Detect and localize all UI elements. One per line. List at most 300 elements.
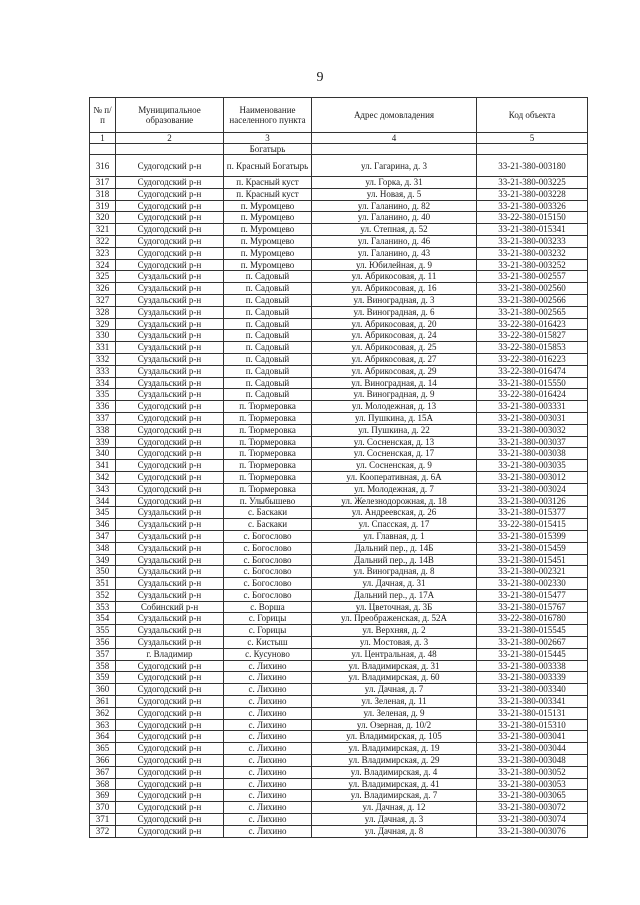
cell-object-code: 33-22-380-016423 bbox=[477, 318, 588, 330]
table-row bbox=[90, 448, 588, 460]
cell-settlement: п. Тюрмеровка bbox=[224, 436, 312, 448]
cell-settlement: с. Лихино bbox=[224, 743, 312, 755]
cell-settlement: с. Баскаки bbox=[224, 507, 312, 519]
cell-settlement: п. Тюрмеровка bbox=[224, 401, 312, 413]
cell-address: ул. Абрикосовая, д. 20 bbox=[312, 318, 477, 330]
cell-settlement: с. Лихино bbox=[224, 814, 312, 826]
cell-object-code: 33-21-380-003037 bbox=[477, 436, 588, 448]
table-row bbox=[90, 271, 588, 283]
cell-address: ул. Виноградная, д. 6 bbox=[312, 306, 477, 318]
cell-object-code: 33-22-380-016223 bbox=[477, 353, 588, 365]
table-row bbox=[90, 330, 588, 342]
cell-number: 361 bbox=[90, 696, 116, 708]
cell-municipality: Суздальский р-н bbox=[116, 542, 224, 554]
cell-municipality: Суздальский р-н bbox=[116, 613, 224, 625]
cell-address: ул. Цветочная, д. 3Б bbox=[312, 601, 477, 613]
cell-address: ул. Степная, д. 52 bbox=[312, 224, 477, 236]
cell-settlement: п. Садовый bbox=[224, 330, 312, 342]
cell-municipality: Суздальский р-н bbox=[116, 342, 224, 354]
table-row bbox=[90, 177, 588, 189]
cell-address: ул. Абрикосовая, д. 29 bbox=[312, 365, 477, 377]
table-row bbox=[90, 637, 588, 649]
cell-object-code: 33-21-380-003338 bbox=[477, 660, 588, 672]
cell-settlement: п. Муромцево bbox=[224, 212, 312, 224]
cell-object-code: 33-21-380-015550 bbox=[477, 377, 588, 389]
cell-address: ул. Владимирская, д. 31 bbox=[312, 660, 477, 672]
cell-municipality: Суздальский р-н bbox=[116, 566, 224, 578]
cell-settlement: с. Богослово bbox=[224, 530, 312, 542]
cell-municipality: Судогодский р-н bbox=[116, 188, 224, 200]
cell-address: ул. Галанино, д. 43 bbox=[312, 247, 477, 259]
table-row bbox=[90, 224, 588, 236]
cell-settlement: п. Тюрмеровка bbox=[224, 483, 312, 495]
cell-address: Дальний пер., д. 14Б bbox=[312, 542, 477, 554]
cell-number: 322 bbox=[90, 235, 116, 247]
cell-municipality: Суздальский р-н bbox=[116, 365, 224, 377]
continuation-row bbox=[90, 144, 588, 155]
cell-municipality: Суздальский р-н bbox=[116, 519, 224, 531]
cell-address: ул. Виноградная, д. 3 bbox=[312, 294, 477, 306]
cell-address: ул. Главная, д. 1 bbox=[312, 530, 477, 542]
cell-municipality: Суздальский р-н bbox=[116, 625, 224, 637]
cell-address: ул. Железнодорожная, д. 18 bbox=[312, 495, 477, 507]
cell-number: 360 bbox=[90, 684, 116, 696]
cell-address: ул. Виноградная, д. 9 bbox=[312, 389, 477, 401]
cell-object-code: 33-21-380-002330 bbox=[477, 578, 588, 590]
cell-number: 355 bbox=[90, 625, 116, 637]
cell-municipality: Суздальский р-н bbox=[116, 271, 224, 283]
cell-number bbox=[90, 144, 116, 155]
cell-settlement-continuation: Богатырь bbox=[224, 144, 312, 155]
cell-number: 369 bbox=[90, 790, 116, 802]
header-municipality: Муниципальное образование bbox=[116, 98, 224, 133]
cell-number: 329 bbox=[90, 318, 116, 330]
cell-object-code: 33-21-380-003339 bbox=[477, 672, 588, 684]
cell-address: ул. Спасская, д. 17 bbox=[312, 519, 477, 531]
cell-number: 352 bbox=[90, 589, 116, 601]
table-row bbox=[90, 589, 588, 601]
table-row bbox=[90, 155, 588, 177]
cell-object-code: 33-21-380-003044 bbox=[477, 743, 588, 755]
cell-municipality: Судогодский р-н bbox=[116, 778, 224, 790]
cell-settlement: п. Муромцево bbox=[224, 247, 312, 259]
cell-address: ул. Гагарина, д. 3 bbox=[312, 155, 477, 177]
cell-settlement: с. Лихино bbox=[224, 672, 312, 684]
cell-address: ул. Зеленая, д. 9 bbox=[312, 707, 477, 719]
table-row bbox=[90, 530, 588, 542]
cell-number: 371 bbox=[90, 814, 116, 826]
cell-address: ул. Дачная, д. 7 bbox=[312, 684, 477, 696]
header-object-code: Код объекта bbox=[477, 98, 588, 133]
table-row bbox=[90, 460, 588, 472]
table-row bbox=[90, 212, 588, 224]
cell-settlement: с. Баскаки bbox=[224, 519, 312, 531]
table-row bbox=[90, 483, 588, 495]
cell-object-code: 33-21-380-003024 bbox=[477, 483, 588, 495]
cell-object-code: 33-21-380-015451 bbox=[477, 554, 588, 566]
cell-settlement: с. Лихино bbox=[224, 790, 312, 802]
cell-settlement: с. Ворша bbox=[224, 601, 312, 613]
cell-number: 340 bbox=[90, 448, 116, 460]
cell-address: ул. Горка, д. 31 bbox=[312, 177, 477, 189]
table-row bbox=[90, 200, 588, 212]
table-row bbox=[90, 377, 588, 389]
cell-object-code: 33-21-380-003341 bbox=[477, 696, 588, 708]
cell-municipality: Судогодский р-н bbox=[116, 224, 224, 236]
cell-number: 349 bbox=[90, 554, 116, 566]
cell-object-code: 33-21-380-003074 bbox=[477, 814, 588, 826]
cell-object-code: 33-21-380-015477 bbox=[477, 589, 588, 601]
cell-object-code: 33-21-380-003126 bbox=[477, 495, 588, 507]
table-row bbox=[90, 283, 588, 295]
cell-address: Дальний пер., д. 17А bbox=[312, 589, 477, 601]
cell-object-code: 33-21-380-003035 bbox=[477, 460, 588, 472]
table-row bbox=[90, 648, 588, 660]
cell-settlement: п. Муромцево bbox=[224, 224, 312, 236]
cell-municipality: Судогодский р-н bbox=[116, 672, 224, 684]
cell-number: 342 bbox=[90, 471, 116, 483]
cell-number: 319 bbox=[90, 200, 116, 212]
cell-address: ул. Галанино, д. 82 bbox=[312, 200, 477, 212]
cell-settlement: с. Лихино bbox=[224, 802, 312, 814]
table-row bbox=[90, 412, 588, 424]
cell-municipality: Суздальский р-н bbox=[116, 283, 224, 295]
cell-number: 364 bbox=[90, 731, 116, 743]
cell-object-code: 33-21-380-003032 bbox=[477, 424, 588, 436]
cell-address: ул. Озерная, д. 10/2 bbox=[312, 719, 477, 731]
cell-object-code: 33-21-380-002565 bbox=[477, 306, 588, 318]
cell-municipality: Судогодский р-н bbox=[116, 247, 224, 259]
cell-number: 316 bbox=[90, 155, 116, 177]
cell-object-code: 33-21-380-003041 bbox=[477, 731, 588, 743]
column-number: 3 bbox=[224, 133, 312, 144]
cell-municipality: Судогодский р-н bbox=[116, 424, 224, 436]
cell-object-code bbox=[477, 144, 588, 155]
cell-object-code: 33-21-380-015131 bbox=[477, 707, 588, 719]
table-row bbox=[90, 188, 588, 200]
cell-address: ул. Дачная, д. 8 bbox=[312, 825, 477, 837]
cell-object-code: 33-21-380-002560 bbox=[477, 283, 588, 295]
cell-number: 372 bbox=[90, 825, 116, 837]
cell-settlement: п. Садовый bbox=[224, 365, 312, 377]
cell-settlement: с. Лихино bbox=[224, 696, 312, 708]
cell-settlement: с. Лихино bbox=[224, 660, 312, 672]
cell-address: ул. Галанино, д. 46 bbox=[312, 235, 477, 247]
cell-number: 317 bbox=[90, 177, 116, 189]
cell-address: ул. Зеленая, д. 11 bbox=[312, 696, 477, 708]
cell-settlement: п. Садовый bbox=[224, 377, 312, 389]
cell-address: ул. Виноградная, д. 14 bbox=[312, 377, 477, 389]
cell-number: 346 bbox=[90, 519, 116, 531]
cell-municipality: Суздальский р-н bbox=[116, 554, 224, 566]
cell-number: 325 bbox=[90, 271, 116, 283]
table-row bbox=[90, 342, 588, 354]
table-row bbox=[90, 389, 588, 401]
cell-object-code: 33-21-380-002321 bbox=[477, 566, 588, 578]
cell-settlement: с. Богослово bbox=[224, 589, 312, 601]
cell-object-code: 33-21-380-003326 bbox=[477, 200, 588, 212]
cell-object-code: 33-21-380-015377 bbox=[477, 507, 588, 519]
cell-settlement: п. Муромцево bbox=[224, 235, 312, 247]
cell-number: 318 bbox=[90, 188, 116, 200]
cell-address: ул. Сосненская, д. 9 bbox=[312, 460, 477, 472]
cell-number: 337 bbox=[90, 412, 116, 424]
cell-number: 334 bbox=[90, 377, 116, 389]
cell-municipality: Судогодский р-н bbox=[116, 766, 224, 778]
table-row bbox=[90, 601, 588, 613]
cell-address: ул. Владимирская, д. 19 bbox=[312, 743, 477, 755]
cell-address: ул. Виноградная, д. 8 bbox=[312, 566, 477, 578]
column-number-row bbox=[90, 133, 588, 144]
cell-settlement: п. Тюрмеровка bbox=[224, 460, 312, 472]
cell-settlement: с. Кусуново bbox=[224, 648, 312, 660]
cell-object-code: 33-21-380-003252 bbox=[477, 259, 588, 271]
cell-municipality: Судогодский р-н bbox=[116, 814, 224, 826]
cell-number: 363 bbox=[90, 719, 116, 731]
cell-object-code: 33-22-380-016424 bbox=[477, 389, 588, 401]
cell-number: 321 bbox=[90, 224, 116, 236]
cell-address: ул. Абрикосовая, д. 24 bbox=[312, 330, 477, 342]
cell-municipality: Судогодский р-н bbox=[116, 696, 224, 708]
cell-object-code: 33-21-380-002667 bbox=[477, 637, 588, 649]
cell-object-code: 33-22-380-016780 bbox=[477, 613, 588, 625]
cell-settlement: п. Улыбышево bbox=[224, 495, 312, 507]
cell-object-code: 33-21-380-003038 bbox=[477, 448, 588, 460]
table-row bbox=[90, 306, 588, 318]
cell-object-code: 33-21-380-003053 bbox=[477, 778, 588, 790]
table-row bbox=[90, 365, 588, 377]
page-number: 9 bbox=[316, 70, 324, 85]
cell-number: 353 bbox=[90, 601, 116, 613]
cell-object-code: 33-21-380-003076 bbox=[477, 825, 588, 837]
cell-municipality: Судогодский р-н bbox=[116, 495, 224, 507]
table-row bbox=[90, 471, 588, 483]
cell-settlement: п. Садовый bbox=[224, 283, 312, 295]
table-row bbox=[90, 731, 588, 743]
table-row bbox=[90, 778, 588, 790]
cell-municipality: Судогодский р-н bbox=[116, 177, 224, 189]
cell-municipality: Судогодский р-н bbox=[116, 802, 224, 814]
cell-number: 339 bbox=[90, 436, 116, 448]
cell-number: 335 bbox=[90, 389, 116, 401]
cell-municipality: Суздальский р-н bbox=[116, 578, 224, 590]
cell-number: 326 bbox=[90, 283, 116, 295]
cell-object-code: 33-22-380-015415 bbox=[477, 519, 588, 531]
cell-address: ул. Владимирская, д. 29 bbox=[312, 755, 477, 767]
cell-object-code: 33-21-380-015341 bbox=[477, 224, 588, 236]
cell-number: 370 bbox=[90, 802, 116, 814]
table-row bbox=[90, 755, 588, 767]
cell-address: ул. Кооперативная, д. 6А bbox=[312, 471, 477, 483]
cell-municipality: Суздальский р-н bbox=[116, 637, 224, 649]
cell-settlement: п. Тюрмеровка bbox=[224, 424, 312, 436]
cell-settlement: п. Садовый bbox=[224, 342, 312, 354]
cell-object-code: 33-21-380-003031 bbox=[477, 412, 588, 424]
cell-settlement: п. Садовый bbox=[224, 271, 312, 283]
cell-object-code: 33-21-380-002557 bbox=[477, 271, 588, 283]
cell-settlement: с. Богослово bbox=[224, 578, 312, 590]
table-row bbox=[90, 696, 588, 708]
cell-municipality: Судогодский р-н bbox=[116, 460, 224, 472]
cell-settlement: с. Лихино bbox=[224, 719, 312, 731]
cell-settlement: с. Горицы bbox=[224, 613, 312, 625]
cell-settlement: с. Лихино bbox=[224, 684, 312, 696]
cell-settlement: п. Садовый bbox=[224, 353, 312, 365]
cell-municipality: Суздальский р-н bbox=[116, 507, 224, 519]
cell-number: 362 bbox=[90, 707, 116, 719]
column-number: 2 bbox=[116, 133, 224, 144]
cell-number: 368 bbox=[90, 778, 116, 790]
table-row bbox=[90, 707, 588, 719]
cell-municipality: Судогодский р-н bbox=[116, 155, 224, 177]
table-row bbox=[90, 294, 588, 306]
cell-municipality: г. Владимир bbox=[116, 648, 224, 660]
cell-settlement: п. Красный Богатырь bbox=[224, 155, 312, 177]
cell-settlement: с. Кистыш bbox=[224, 637, 312, 649]
cell-number: 330 bbox=[90, 330, 116, 342]
cell-municipality: Суздальский р-н bbox=[116, 318, 224, 330]
table-row bbox=[90, 672, 588, 684]
cell-municipality: Судогодский р-н bbox=[116, 825, 224, 837]
cell-municipality: Судогодский р-н bbox=[116, 401, 224, 413]
cell-settlement: с. Горицы bbox=[224, 625, 312, 637]
cell-municipality: Суздальский р-н bbox=[116, 353, 224, 365]
cell-settlement: с. Богослово bbox=[224, 566, 312, 578]
cell-address: ул. Мостовая, д. 3 bbox=[312, 637, 477, 649]
table-row bbox=[90, 259, 588, 271]
cell-municipality: Судогодский р-н bbox=[116, 483, 224, 495]
cell-object-code: 33-21-380-003228 bbox=[477, 188, 588, 200]
table-row bbox=[90, 401, 588, 413]
table-row bbox=[90, 247, 588, 259]
cell-settlement: п. Красный куст bbox=[224, 188, 312, 200]
table-row bbox=[90, 495, 588, 507]
table-row bbox=[90, 743, 588, 755]
cell-address: ул. Новая, д. 5 bbox=[312, 188, 477, 200]
cell-number: 320 bbox=[90, 212, 116, 224]
table-row bbox=[90, 578, 588, 590]
cell-address: ул. Дачная, д. 12 bbox=[312, 802, 477, 814]
cell-object-code: 33-21-380-002566 bbox=[477, 294, 588, 306]
cell-address: ул. Абрикосовая, д. 16 bbox=[312, 283, 477, 295]
table-row bbox=[90, 625, 588, 637]
table-row bbox=[90, 719, 588, 731]
cell-address: ул. Абрикосовая, д. 11 bbox=[312, 271, 477, 283]
cell-municipality: Судогодский р-н bbox=[116, 790, 224, 802]
table-row bbox=[90, 790, 588, 802]
cell-number: 345 bbox=[90, 507, 116, 519]
cell-number: 333 bbox=[90, 365, 116, 377]
cell-municipality: Судогодский р-н bbox=[116, 660, 224, 672]
cell-number: 331 bbox=[90, 342, 116, 354]
cell-number: 336 bbox=[90, 401, 116, 413]
cell-address: ул. Молодежная, д. 7 bbox=[312, 483, 477, 495]
column-number: 4 bbox=[312, 133, 477, 144]
cell-municipality: Судогодский р-н bbox=[116, 200, 224, 212]
cell-object-code: 33-21-380-003072 bbox=[477, 802, 588, 814]
cell-object-code: 33-21-380-003012 bbox=[477, 471, 588, 483]
cell-municipality: Суздальский р-н bbox=[116, 377, 224, 389]
cell-settlement: с. Лихино bbox=[224, 766, 312, 778]
cell-municipality: Судогодский р-н bbox=[116, 471, 224, 483]
household-registry-table bbox=[89, 97, 588, 838]
cell-address: ул. Абрикосовая, д. 25 bbox=[312, 342, 477, 354]
cell-settlement: п. Садовый bbox=[224, 318, 312, 330]
cell-address: ул. Андреевская, д. 26 bbox=[312, 507, 477, 519]
cell-address: ул. Владимирская, д. 4 bbox=[312, 766, 477, 778]
cell-number: 366 bbox=[90, 755, 116, 767]
cell-municipality: Судогодский р-н bbox=[116, 684, 224, 696]
cell-settlement: с. Богослово bbox=[224, 554, 312, 566]
cell-object-code: 33-21-380-003048 bbox=[477, 755, 588, 767]
table-row bbox=[90, 825, 588, 837]
cell-number: 328 bbox=[90, 306, 116, 318]
header-settlement: Наименование населенного пункта bbox=[224, 98, 312, 133]
cell-municipality: Суздальский р-н bbox=[116, 530, 224, 542]
cell-settlement: п. Муромцево bbox=[224, 200, 312, 212]
table-row bbox=[90, 507, 588, 519]
cell-number: 327 bbox=[90, 294, 116, 306]
cell-object-code: 33-21-380-003065 bbox=[477, 790, 588, 802]
cell-object-code: 33-21-380-003052 bbox=[477, 766, 588, 778]
cell-object-code: 33-21-380-015399 bbox=[477, 530, 588, 542]
cell-municipality: Судогодский р-н bbox=[116, 259, 224, 271]
table-row bbox=[90, 424, 588, 436]
cell-address: ул. Абрикосовая, д. 27 bbox=[312, 353, 477, 365]
cell-settlement: с. Лихино bbox=[224, 731, 312, 743]
cell-object-code: 33-22-380-015853 bbox=[477, 342, 588, 354]
cell-object-code: 33-22-380-016474 bbox=[477, 365, 588, 377]
cell-address: ул. Владимирская, д. 105 bbox=[312, 731, 477, 743]
cell-municipality: Судогодский р-н bbox=[116, 707, 224, 719]
cell-object-code: 33-21-380-015445 bbox=[477, 648, 588, 660]
cell-object-code: 33-21-380-015310 bbox=[477, 719, 588, 731]
cell-address: ул. Юбилейная, д. 9 bbox=[312, 259, 477, 271]
cell-number: 350 bbox=[90, 566, 116, 578]
table-row bbox=[90, 566, 588, 578]
cell-number: 354 bbox=[90, 613, 116, 625]
cell-address: Дальний пер., д. 14В bbox=[312, 554, 477, 566]
cell-address: ул. Владимирская, д. 60 bbox=[312, 672, 477, 684]
cell-number: 344 bbox=[90, 495, 116, 507]
cell-settlement: п. Муромцево bbox=[224, 259, 312, 271]
cell-municipality bbox=[116, 144, 224, 155]
cell-municipality: Судогодский р-н bbox=[116, 212, 224, 224]
table-row bbox=[90, 814, 588, 826]
table-row bbox=[90, 318, 588, 330]
cell-object-code: 33-21-380-003180 bbox=[477, 155, 588, 177]
cell-object-code: 33-21-380-003225 bbox=[477, 177, 588, 189]
cell-settlement: п. Красный куст bbox=[224, 177, 312, 189]
cell-object-code: 33-21-380-015767 bbox=[477, 601, 588, 613]
cell-municipality: Судогодский р-н bbox=[116, 235, 224, 247]
cell-number: 367 bbox=[90, 766, 116, 778]
cell-address: ул. Владимирская, д. 41 bbox=[312, 778, 477, 790]
cell-object-code: 33-22-380-015150 bbox=[477, 212, 588, 224]
cell-number: 365 bbox=[90, 743, 116, 755]
cell-settlement: с. Лихино bbox=[224, 778, 312, 790]
cell-address: ул. Преображенская, д. 52А bbox=[312, 613, 477, 625]
column-number: 1 bbox=[90, 133, 116, 144]
cell-number: 347 bbox=[90, 530, 116, 542]
cell-settlement: с. Богослово bbox=[224, 542, 312, 554]
table-row bbox=[90, 613, 588, 625]
table-row bbox=[90, 436, 588, 448]
cell-object-code: 33-22-380-015827 bbox=[477, 330, 588, 342]
cell-address: ул. Сосненская, д. 17 bbox=[312, 448, 477, 460]
cell-municipality: Судогодский р-н bbox=[116, 719, 224, 731]
cell-municipality: Судогодский р-н bbox=[116, 436, 224, 448]
